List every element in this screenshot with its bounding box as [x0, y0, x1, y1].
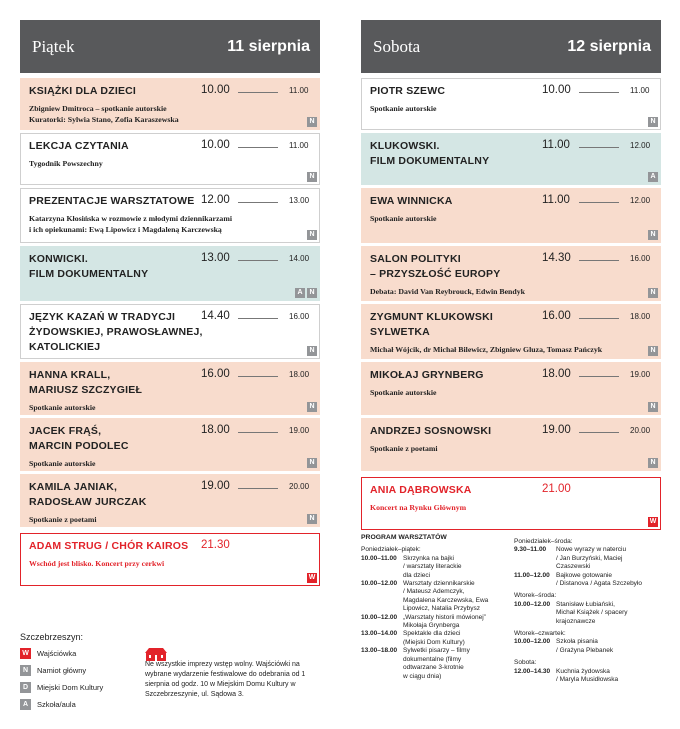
event-card — [361, 362, 661, 415]
venue-badges — [295, 288, 317, 298]
event-card — [20, 533, 320, 586]
event-end-time: 20.00 — [289, 482, 310, 491]
event-subtitle: Spotkanie autorskie — [370, 104, 437, 113]
venue-badges — [648, 288, 658, 298]
workshop-heading: Poniedziałek–piątek: — [361, 546, 421, 554]
workshop-row — [514, 601, 664, 626]
event-title: JACEK FRĄŚ, MARCIN PODOLEC — [29, 425, 129, 452]
venue-badges — [307, 458, 317, 468]
workshop-time: 13.00–18.00 — [361, 647, 398, 655]
event-end-time: 11.00 — [630, 86, 650, 95]
event-end-time: 20.00 — [630, 426, 651, 435]
workshop-row — [514, 546, 664, 571]
workshop-row — [514, 572, 664, 589]
workshop-description: Stanisław Łubiański, Michał Książek / spacery krajoznawcze — [556, 600, 628, 625]
venue-badge: N — [648, 346, 658, 356]
event-start-time: 12.00 — [201, 194, 230, 206]
workshop-row — [361, 555, 511, 580]
event-subtitle: Debata: David Van Reybrouck, Edwin Bendyk — [370, 287, 525, 296]
time-divider — [579, 376, 619, 377]
legend-item — [20, 648, 160, 659]
event-card — [20, 246, 320, 301]
venue-badge: N — [648, 230, 658, 240]
time-divider — [238, 432, 278, 433]
event-end-time: 12.00 — [630, 196, 651, 205]
venue-badge: N — [307, 230, 317, 240]
workshop-time: 10.00–12.00 — [514, 600, 551, 608]
event-title: KSIĄŻKI DLA DZIECI — [29, 85, 137, 97]
day-name: Sobota — [373, 36, 421, 56]
day-header — [361, 20, 661, 73]
legend-badge: N — [20, 665, 31, 676]
event-card — [20, 133, 320, 185]
event-end-time: 19.00 — [289, 426, 310, 435]
workshop-row — [361, 580, 511, 614]
time-divider — [579, 147, 619, 148]
event-start-time: 19.00 — [542, 424, 571, 436]
event-start-time: 11.00 — [542, 139, 570, 151]
event-title: PIOTR SZEWC — [370, 85, 446, 97]
event-title: PREZENTACJE WARSZTATOWE — [29, 195, 195, 207]
workshop-row — [514, 668, 664, 685]
event-title: SALON POLITYKI – PRZYSZŁOŚĆ EUROPY — [370, 253, 501, 280]
workshop-description: Kuchnia żydowska / Maryla Musidłowska — [556, 667, 619, 684]
workshop-section — [514, 659, 664, 684]
time-divider — [238, 260, 278, 261]
time-divider — [579, 318, 619, 319]
event-card — [361, 304, 661, 359]
event-start-time: 14.30 — [542, 252, 571, 264]
day-date: 11 sierpnia — [227, 37, 310, 55]
venue-badge: N — [648, 458, 658, 468]
venue-badge: W — [308, 574, 316, 581]
workshop-time: 10.00–11.00 — [361, 554, 397, 562]
day-date: 12 sierpnia — [567, 37, 651, 55]
event-end-time: 19.00 — [630, 370, 651, 379]
workshop-time: 10.00–12.00 — [514, 638, 551, 646]
event-title: KAMILA JANIAK, RADOSŁAW JURCZAK — [29, 481, 147, 508]
legend-item — [20, 665, 160, 676]
workshop-title: PROGRAM WARSZTATÓW — [361, 534, 447, 541]
time-divider — [238, 202, 278, 203]
event-end-time: 18.00 — [289, 370, 310, 379]
event-subtitle: Katarzyna Kłosińska w rozmowie z młodymi dziennikarzami i ich opiekunami: Ewą Lipowicz i Magdaleną Karczewską — [29, 214, 232, 234]
workshop-row — [361, 630, 511, 647]
workshop-column-left — [361, 534, 511, 681]
venue-badges — [648, 346, 658, 356]
workshop-description: Skrzynka na bajki / warsztaty literackie dla dzieci — [403, 554, 462, 579]
venue-badges — [648, 172, 658, 182]
venue-badge: N — [648, 288, 658, 298]
workshop-time: 10.00–12.00 — [361, 580, 398, 588]
time-divider — [238, 488, 278, 489]
time-divider — [238, 92, 278, 93]
venue-badge: N — [307, 346, 317, 356]
venue-badge: N — [648, 402, 658, 412]
event-title: JĘZYK KAZAŃ W TRADYCJI ŻYDOWSKIEJ, PRAWOSŁAWNEJ, KATOLICKIEJ — [29, 311, 203, 353]
event-title: KONWICKI. FILM DOKUMENTALNY — [29, 253, 149, 280]
time-divider — [238, 147, 278, 148]
event-start-time: 10.00 — [542, 84, 571, 96]
event-title: ANIA DĄBROWSKA — [370, 484, 472, 496]
legend-label: Szkoła/aula — [37, 700, 76, 709]
workshop-section — [514, 630, 664, 655]
event-card — [361, 78, 661, 130]
venue-badges — [307, 230, 317, 240]
workshop-description: Nowe wyrazy w naterciu / Jan Burzyński, Maciej Czaszewski — [556, 546, 627, 571]
event-subtitle: Spotkanie autorskie — [29, 403, 96, 412]
venue-house-icon — [145, 647, 167, 661]
venue-badges — [307, 514, 317, 524]
friday-column — [20, 20, 320, 581]
workshop-description: Sylwetki pisarzy – filmy dokumentalne (filmy odtwarzane 3-krotnie w ciągu dnia) — [403, 647, 470, 680]
event-end-time: 11.00 — [289, 86, 309, 95]
ticket-note: Ne wszystkie imprezy wstęp wolny. Wajściówki na wybrane wydarzenie festiwalowe do odebrania od 1 sierpnia od godz. 10 w Miejskim Domu Kultury w Szczebrzeszynie, ul. Sądowa 3. — [145, 661, 306, 698]
workshop-description: Szkoła pisania / Grażyna Plebanek — [556, 638, 614, 654]
legend-badge: W — [20, 648, 31, 659]
event-start-time: 11.00 — [542, 194, 570, 206]
event-subtitle: Spotkanie z poetami — [370, 444, 438, 453]
workshop-time: 9.30–11.00 — [514, 546, 547, 554]
venue-badge: N — [307, 172, 317, 182]
venue-badge: N — [307, 514, 317, 524]
venue-badges — [648, 402, 658, 412]
workshop-row — [361, 647, 511, 681]
venue-badge: N — [307, 402, 317, 412]
venue-badges — [307, 573, 317, 583]
time-divider — [579, 432, 619, 433]
event-start-time: 21.30 — [201, 539, 230, 551]
event-subtitle: Koncert na Rynku Głównym — [370, 503, 467, 512]
venue-badge: N — [307, 117, 317, 127]
event-subtitle: Spotkanie autorskie — [370, 214, 437, 223]
legend-badge: A — [20, 699, 31, 710]
event-title: KLUKOWSKI. FILM DOKUMENTALNY — [370, 140, 490, 167]
event-end-time: 11.00 — [289, 141, 309, 150]
day-header — [20, 20, 320, 73]
venue-badges — [648, 517, 658, 527]
venue-badge: A — [295, 288, 305, 298]
time-divider — [238, 318, 278, 319]
venue-badge: A — [648, 172, 658, 182]
workshop-time: 13.00–14.00 — [361, 630, 398, 638]
event-end-time: 18.00 — [630, 312, 651, 321]
event-title: LEKCJA CZYTANIA — [29, 140, 129, 152]
event-start-time: 10.00 — [201, 84, 230, 96]
time-divider — [579, 92, 619, 93]
event-start-time: 16.00 — [201, 368, 230, 380]
workshop-section — [514, 538, 664, 588]
workshop-heading: Sobota: — [514, 659, 537, 667]
event-start-time: 13.00 — [201, 252, 230, 264]
venue-badges — [307, 402, 317, 412]
event-start-time: 18.00 — [542, 368, 571, 380]
event-card — [20, 362, 320, 415]
event-end-time: 16.00 — [289, 312, 310, 321]
venue-badge: W — [649, 518, 657, 525]
event-end-time: 13.00 — [289, 196, 310, 205]
workshop-time: 12.00–14.30 — [514, 667, 551, 675]
venue-badges — [648, 117, 658, 127]
event-card — [361, 188, 661, 243]
event-end-time: 12.00 — [630, 141, 651, 150]
workshop-section — [514, 592, 664, 626]
event-subtitle: Zbigniew Dmitroca – spotkanie autorskie Kuratorki: Sylwia Stano, Zofia Karaszewska — [29, 104, 179, 124]
event-subtitle: Spotkanie autorskie — [370, 388, 437, 397]
venue-badges — [307, 172, 317, 182]
legend-item — [20, 682, 160, 693]
workshop-description: Bajkowe gotowanie / Distanova / Agata Szczebyło — [556, 571, 642, 588]
event-card — [20, 304, 320, 359]
venue-legend — [20, 632, 160, 716]
event-start-time: 18.00 — [201, 424, 230, 436]
event-card — [361, 418, 661, 471]
workshop-row — [514, 638, 664, 655]
event-subtitle: Spotkanie z poetami — [29, 515, 97, 524]
event-start-time: 10.00 — [201, 139, 230, 151]
venue-badges — [307, 117, 317, 127]
legend-title: Szczebrzeszyn: — [20, 632, 84, 642]
workshop-description: Spektakle dla dzieci (Miejski Dom Kultury) — [403, 630, 465, 646]
event-subtitle: Wschód jest blisko. Koncert przy cerkwi — [29, 559, 165, 568]
workshop-heading: Wtorek–środa: — [514, 592, 557, 600]
event-card — [20, 418, 320, 471]
event-title: HANNA KRALL, MARIUSZ SZCZYGIEŁ — [29, 369, 143, 396]
workshop-section — [361, 546, 511, 681]
workshop-column-right — [514, 534, 664, 685]
legend-badge: D — [20, 682, 31, 693]
workshop-row — [361, 614, 511, 631]
workshop-time: 10.00–12.00 — [361, 613, 398, 621]
legend-list — [20, 648, 160, 710]
event-title: EWA WINNICKA — [370, 195, 453, 207]
event-title: MIKOŁAJ GRYNBERG — [370, 369, 484, 381]
event-card — [20, 188, 320, 243]
legend-label: Namiot główny — [37, 666, 87, 675]
event-start-time: 21.00 — [542, 483, 571, 495]
event-title: ZYGMUNT KLUKOWSKI SYLWETKA — [370, 311, 493, 338]
event-start-time: 16.00 — [542, 310, 571, 322]
workshop-heading: Poniedziałek–środa: — [514, 538, 573, 545]
event-end-time: 16.00 — [630, 254, 651, 263]
time-divider — [579, 202, 619, 203]
legend-label: Wajściówka — [37, 649, 77, 658]
event-start-time: 19.00 — [201, 480, 230, 492]
time-divider — [579, 260, 619, 261]
legend-item — [20, 699, 160, 710]
event-start-time: 14.40 — [201, 310, 230, 322]
event-card — [20, 78, 320, 130]
workshop-description: „Warsztaty historii mówionej” Mikołaja Grynberga — [403, 613, 486, 630]
event-card — [361, 477, 661, 530]
workshop-description: Warsztaty dziennikarskie / Mateusz Ademczyk, Magdalena Karczewska, Ewa Lipowicz, Natalia Przybysz — [403, 580, 489, 613]
venue-badge: N — [648, 117, 658, 127]
venue-badge: N — [307, 458, 317, 468]
workshop-heading: Wtorek–czwartek: — [514, 630, 566, 638]
venue-badges — [648, 458, 658, 468]
event-title: ANDRZEJ SOSNOWSKI — [370, 425, 492, 437]
workshop-time: 11.00–12.00 — [514, 571, 550, 579]
saturday-column — [361, 20, 661, 525]
event-subtitle: Michał Wójcik, dr Michał Bilewicz, Zbigniew Gluza, Tomasz Pańczyk — [370, 345, 603, 354]
venue-badges — [648, 230, 658, 240]
venue-badges — [307, 346, 317, 356]
event-card — [20, 474, 320, 527]
event-subtitle: Spotkanie autorskie — [29, 459, 96, 468]
day-name: Piątek — [32, 36, 75, 56]
event-card — [361, 246, 661, 301]
event-end-time: 14.00 — [289, 254, 310, 263]
legend-label: Miejski Dom Kultury — [37, 683, 104, 692]
venue-badge: N — [307, 288, 317, 298]
event-card — [361, 133, 661, 185]
time-divider — [238, 376, 278, 377]
event-title: ADAM STRUG / CHÓR KAIROS — [29, 540, 189, 552]
event-subtitle: Tygodnik Powszechny — [29, 159, 103, 168]
